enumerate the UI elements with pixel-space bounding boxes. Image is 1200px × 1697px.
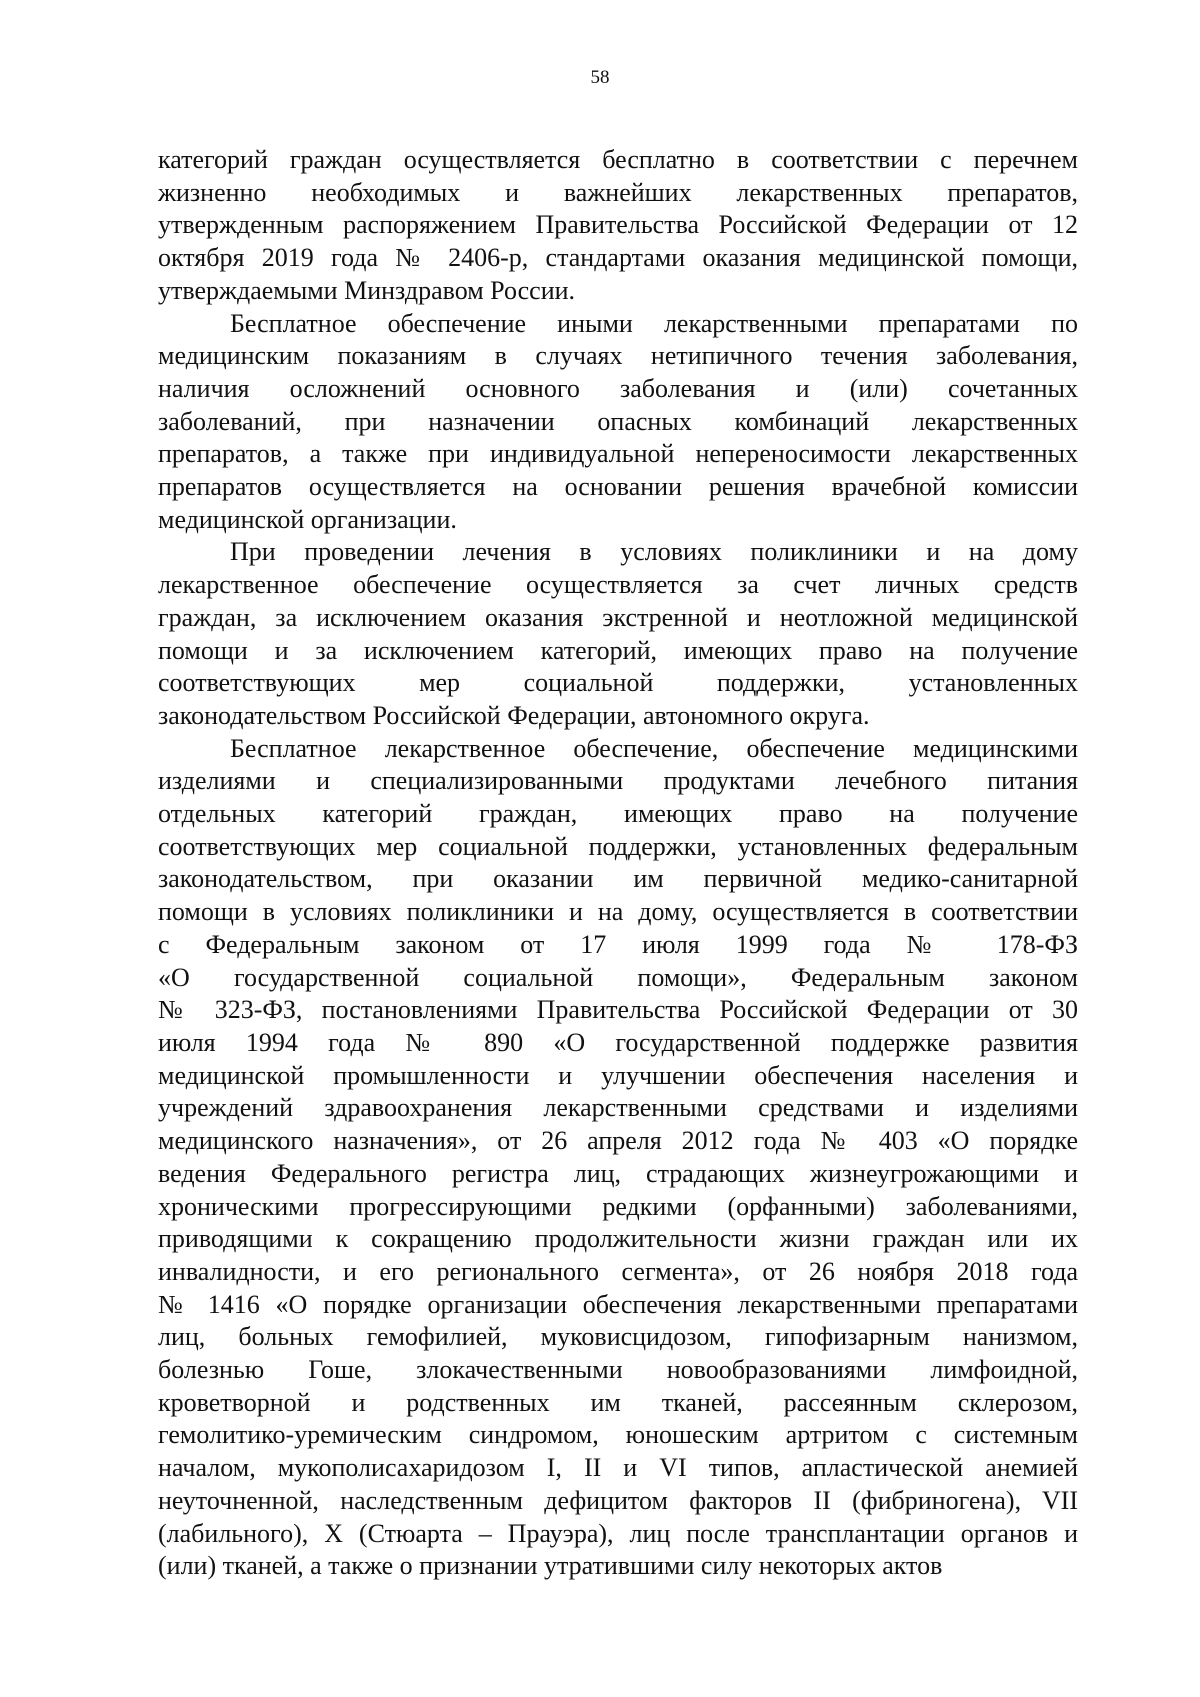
text-line: категорий граждан осуществляется бесплатно в соответствии с перечнем (158, 145, 1078, 174)
text-line: инвалидности, и его регионального сегмента», от 26 ноября 2018 года (158, 1256, 1078, 1286)
text-line: законодательством, при оказании им первичной медико-санитарной (158, 864, 1078, 894)
page-number: 58 (590, 67, 610, 88)
text-line: наличия осложнений основного заболевания и (или) сочетанных (158, 373, 1078, 403)
text-line: При проведении лечения в условиях поликлиники и на дому (230, 537, 1078, 567)
text-line: соответствующих мер социальной поддержки, установленных (158, 668, 1078, 698)
text-line: № 1416 «О порядке организации обеспечения лекарственными препаратами (158, 1289, 1078, 1319)
text-line: (или) тканей, а также о признании утратившими силу некоторых актов (158, 1551, 943, 1581)
text-line: октября 2019 года № 2406-р, стандартами оказания медицинской помощи, (158, 243, 1078, 273)
text-line: препаратов осуществляется на основании решения врачебной комиссии (158, 472, 1078, 502)
paragraph (158, 536, 1078, 732)
text-line: гемолитико-уремическим синдромом, юношеским артритом с системным (158, 1420, 1078, 1450)
paragraph (158, 733, 1078, 1583)
paragraph (158, 308, 1078, 537)
text-line: (лабильного), X (Стюарта – Прауэра), лиц после трансплантации органов и (158, 1518, 1078, 1548)
text-line: № 323-ФЗ, постановлениями Правительства Российской Федерации от 30 (158, 995, 1078, 1025)
text-line: лекарственное обеспечение осуществляется за счет личных средств (158, 570, 1078, 600)
text-line: «О государственной социальной помощи», Федеральным законом (158, 962, 1078, 992)
text-line: хроническими прогрессирующими редкими (орфанными) заболеваниями, (158, 1191, 1078, 1221)
text-line: болезнью Гоше, злокачественными новообразованиями лимфоидной, (158, 1355, 1078, 1385)
document-body (158, 144, 1078, 1583)
text-line: июля 1994 года № 890 «О государственной поддержке развития (158, 1027, 1078, 1057)
text-line: соответствующих мер социальной поддержки, установленных федеральным (158, 831, 1078, 861)
text-line: медицинским показаниям в случаях нетипичного течения заболевания, (158, 341, 1078, 371)
text-line: медицинского назначения», от 26 апреля 2012 года № 403 «О порядке (158, 1126, 1078, 1156)
text-line: медицинской промышленности и улучшении обеспечения населения и (158, 1060, 1078, 1090)
text-line: изделиями и специализированными продуктами лечебного питания (158, 766, 1078, 796)
text-line: утверждаемыми Минздравом России. (158, 275, 576, 305)
text-line: Бесплатное лекарственное обеспечение, обеспечение медицинскими (230, 733, 1078, 763)
text-line: помощи и за исключением категорий, имеющих право на получение (158, 635, 1078, 665)
text-line: Бесплатное обеспечение иными лекарственными препаратами по (230, 308, 1078, 338)
text-line: ведения Федерального регистра лиц, страдающих жизнеугрожающими и (158, 1158, 1078, 1188)
text-line: жизненно необходимых и важнейших лекарственных препаратов, (158, 177, 1078, 207)
text-line: препаратов, а также при индивидуальной непереносимости лекарственных (158, 439, 1078, 469)
text-line: началом, мукополисахаридозом I, II и VI типов, апластической анемией (158, 1453, 1078, 1483)
text-line: лиц, больных гемофилией, муковисцидозом, гипофизарным нанизмом, (158, 1322, 1078, 1352)
text-line: утвержденным распоряжением Правительства Российской Федерации от 12 (158, 210, 1078, 240)
text-line: кроветворной и родственных им тканей, рассеянным склерозом, (158, 1387, 1078, 1417)
text-line: граждан, за исключением оказания экстренной и неотложной медицинской (158, 602, 1078, 632)
paragraph (158, 144, 1078, 308)
text-line: помощи в условиях поликлиники и на дому, осуществляется в соответствии (158, 897, 1078, 927)
text-line: с Федеральным законом от 17 июля 1999 года № 178-ФЗ (158, 929, 1078, 959)
text-line: законодательством Российской Федерации, автономного округа. (158, 700, 870, 730)
text-line: медицинской организации. (158, 504, 457, 534)
text-line: неуточненной, наследственным дефицитом факторов II (фибриногена), VII (158, 1485, 1078, 1515)
text-line: отдельных категорий граждан, имеющих право на получение (158, 799, 1078, 829)
text-line: приводящими к сокращению продолжительности жизни граждан или их (158, 1224, 1078, 1254)
text-line: заболеваний, при назначении опасных комбинаций лекарственных (158, 406, 1078, 436)
text-line: учреждений здравоохранения лекарственными средствами и изделиями (158, 1093, 1078, 1123)
